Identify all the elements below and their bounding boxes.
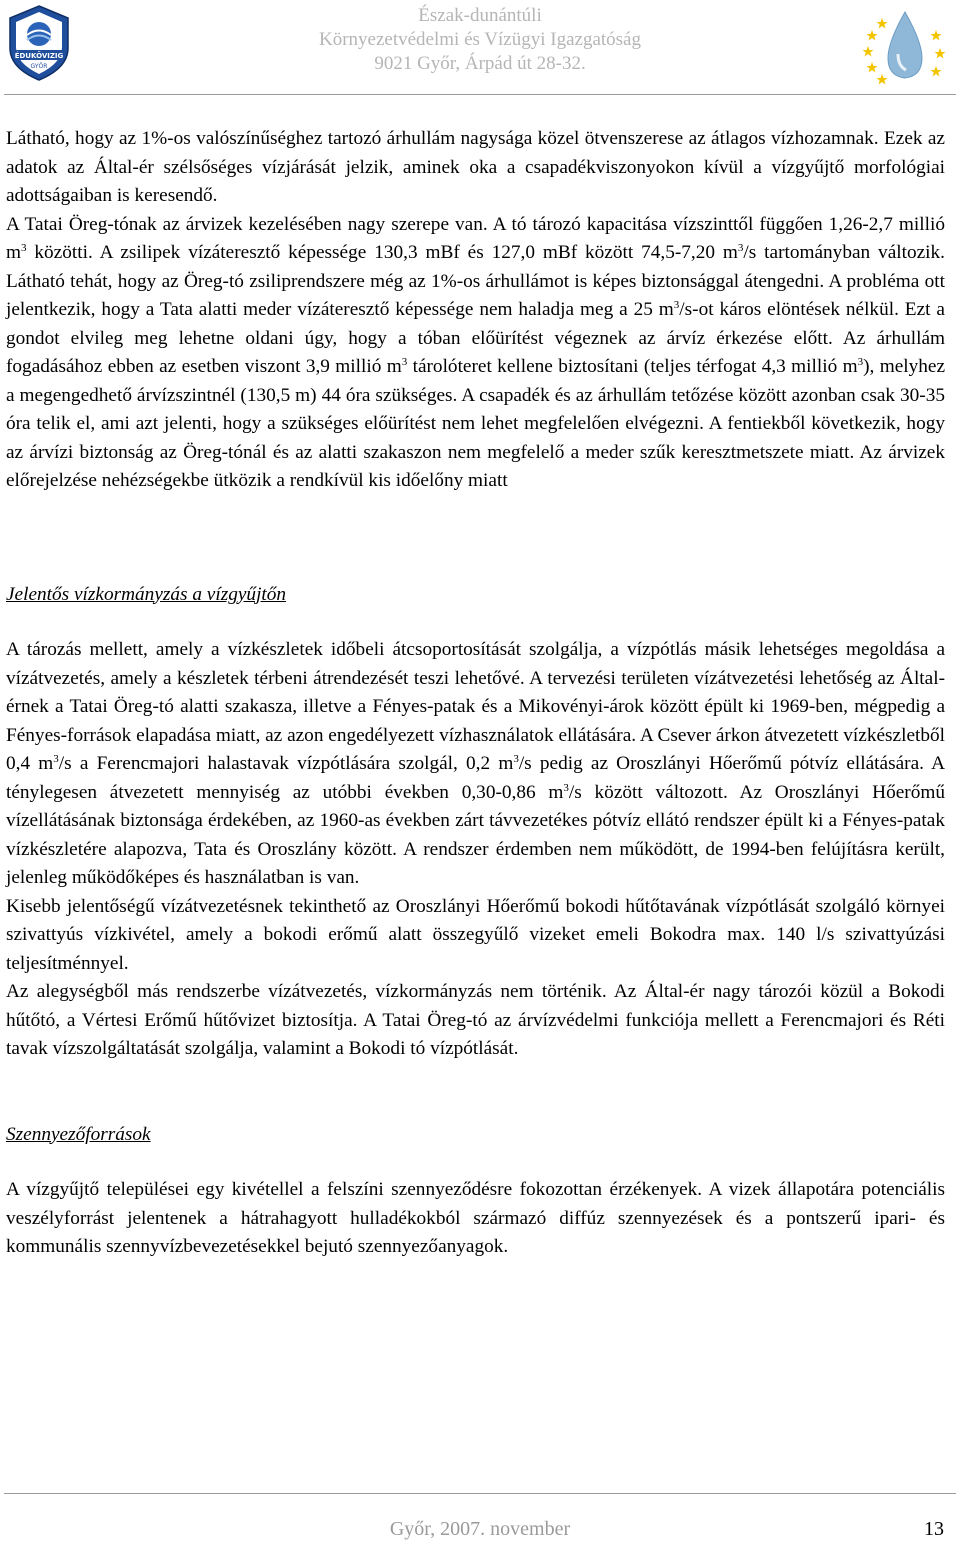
page-number: 13: [924, 1518, 944, 1540]
svg-text:GYŐR: GYŐR: [30, 63, 48, 70]
paragraph-water-diversion: A tározás mellett, amely a vízkészletek időbeli átcsoportosítását szolgálja, a vízpótlás másik lehetséges megoldása a vízátvezetés, amely a készletek térbeni átrendezését teszi lehetővé. A tervezési területen vízátvezetési lehetőség az Által-érnek a Tatai Öreg-tó alatti szakasza, illetve a Fényes-patak és a Mikovényi-árok között épült ki 1969-ben, mégpedig a Fényes-források elapadása miatt, az azon engedélyezett vízhasználatok ellátására. A Csever árkon átvezetett vízkészletből 0,4 $m^3/s$ a Ferencmajori halastavak vízpótlására szolgál, 0,2 $m^3/s$ pedig az Oroszlányi Hőerőmű pótvíz ellátására. A ténylegesen átvezetett mennyiség az utóbbi években 0,30-0,86 $m^3/s$ között változott. Az Oroszlányi Hőerőmű vízellátásának biztonsága érdekében, az 1960-as években zárt távvezetékes pótvíz ellátó rendszer épült ki a Fényes-patak vízkészletére alapozva, Tata és Oroszlány között. A rendszer érdemben nem működött, de 1994-ben felújításra került, jelenleg működőképes és használatban is van.: [6, 639, 945, 888]
header-divider: [4, 94, 956, 95]
organization-fullname: Környezetvédelmi és Vízügyi Igazgatóság: [318, 29, 641, 50]
organization-name: Észak-dunántúli: [418, 5, 542, 26]
page-header: [0, 0, 960, 96]
section-heading-water-diversion: Jelentős vízkormányzás a vízgyűjtőn: [6, 583, 287, 605]
eu-water-drop-logo: [858, 8, 950, 90]
organization-block: [0, 4, 960, 76]
paragraph-pollution: A vízgyűjtő települései egy kivétellel a felszíni szennyeződésre fokozottan érzékenyek. A vizek állapotára potenciális veszélyforrást jelentenek a hátrahagyott hulladékokból származó diffúz szennyezések és a pontszerű ipari- és kommunális szennyvízbevezetésekkel bejutó szennyezőanyagok.: [6, 1179, 945, 1257]
paragraph-reservoirs: Az alegységből más rendszerbe vízátvezetés, vízkormányzás nem történik. Az Által-ér nagy tározói közül a Bokodi hűtőtó, a Vértesi Erőmű hűtővizet biztosítja. A Tatai Öreg-tó az árvízvédelmi funkciója mellett a Ferencmajori és Réti tavak vízszolgáltatását szolgálja, valamint a Bokodi tó vízpótlását.: [6, 981, 945, 1059]
svg-text:ÉDUKÖVIZIG: ÉDUKÖVIZIG: [14, 52, 64, 60]
paragraph-pump-station: Kisebb jelentőségű vízátvezetésnek tekinthető az Oroszlányi Hőerőmű bokodi hűtőtavának vízpótlását szolgáló környei szivattyús vízkivétel, amely a bokodi erőmű alatt összegyűlő vizeket emeli Bokodra max. 140 l/s szivattyúzási teljesítménnyel.: [6, 895, 945, 974]
footer-place-date: Győr, 2007. november: [389, 1518, 571, 1540]
document-body: [6, 125, 945, 1262]
paragraph-flood-analysis: Látható, hogy az 1%-os valószínűséghez tartozó árhullám nagysága közel ötvenszerese az átlagos vízhozamnak. Ezek az adatok az Által-ér szélsőséges vízjárását jelzik, aminek oka a csapadékviszonyokon kívül a vízgyűjtő morfológiai adottságaiban is keresendő. A Tatai Öreg-tónak az árvizek kezelésében nagy szerepe van. A tó tározó kapacitása vízszinttől függően 1,26-2,7 millió $m^3$ közötti. A zsilipek vízáteresztő képessége 130,3 mBf és 127,0 mBf között 74,5-7,20 $m^3/s$ tartományban változik. Látható tehát, hogy az Öreg-tó zsiliprendszere még az 1%-os árhullámot is képes biztonsággal átengedni. A probléma ott jelentkezik, hogy a Tata alatti meder vízáteresztő képessége nem haladja meg a 25 $m^3/s-ot$ káros elöntések nélkül. Ezt a gondot elvileg meg lehetne oldani úgy, hogy a tóban előürítést végeznek az árvíz érkezése előtt. Az árhullám fogadásához ebben az esetben viszont 3,9 millió $m^3$ tárolóteret kellene biztosítani (teljes térfogat 4,3 millió $m^3$), melyhez a megengedhető árvízszintnél (130,5 m) 44 óra szükséges. A csapadék és az árhullám tetőzése között azonban csak 30-35 óra telik el, ami azt jelenti, hogy a szükséges előürítést nem lehet megfelelően elvégezni. A fentiekből következik, hogy az árvízi biztonság az Öreg-tónál és az alatti szakaszon nem megfelelő a meder szűk keresztmetszete miatt. Az árvizek előrejelzése nehézségekbe ütközik a rendkívül kis időelőny miatt: [6, 128, 946, 491]
section-heading-pollution-sources: Szennyezőforrások: [6, 1123, 151, 1145]
organization-address: 9021 Győr, Árpád út 28-32.: [374, 53, 586, 74]
footer-divider: [4, 1493, 956, 1494]
